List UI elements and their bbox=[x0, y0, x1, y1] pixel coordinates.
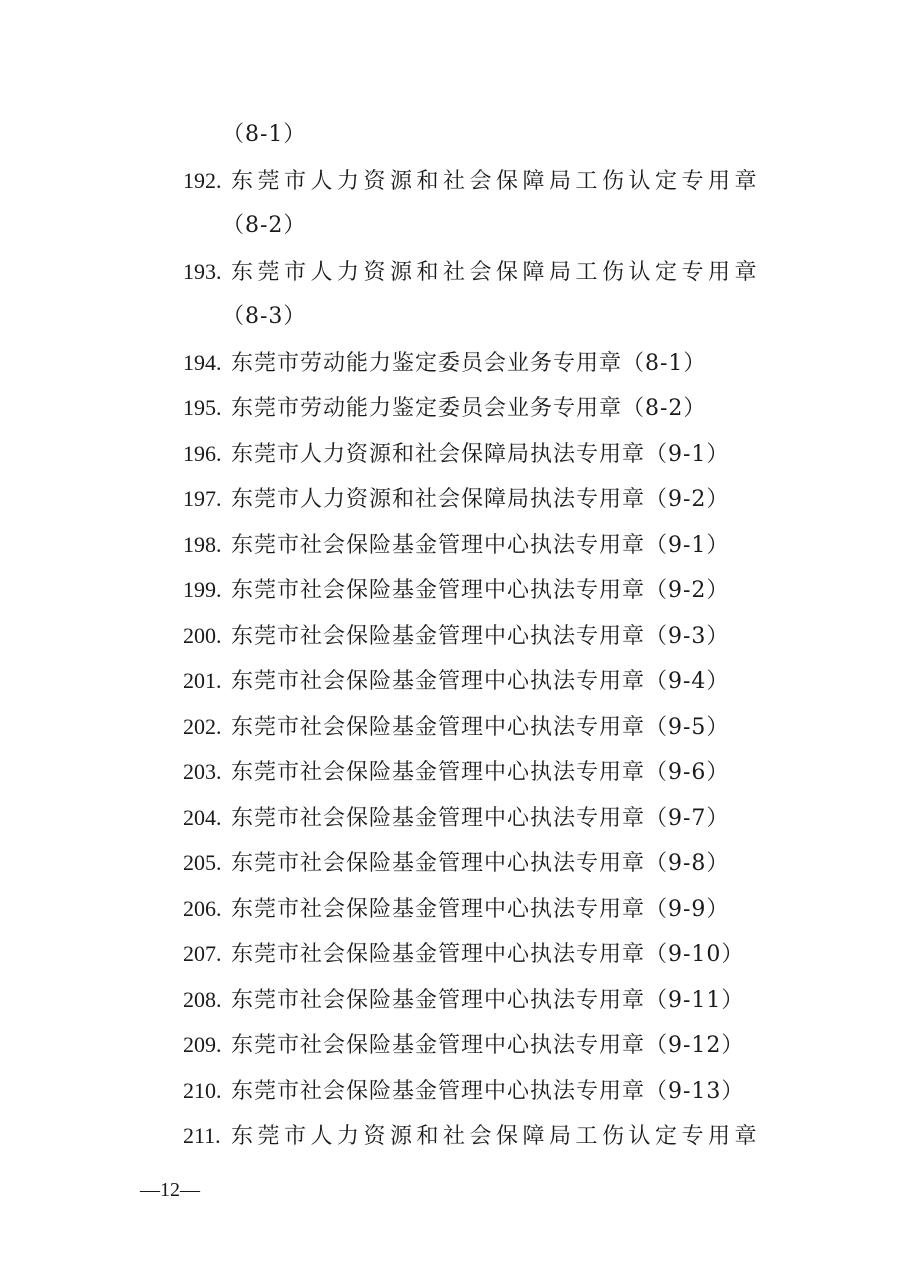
list-item-text: 东莞市社会保险基金管理中心执法专用章（9-13） bbox=[231, 1078, 745, 1104]
list-item bbox=[183, 1068, 744, 1113]
list-item-number: 194. bbox=[183, 349, 222, 375]
list-item-text: 东莞市劳动能力鉴定委员会业务专用章（8-1） bbox=[231, 350, 707, 376]
list-item-number: 204. bbox=[183, 804, 222, 830]
list-item-text: 东莞市社会保险基金管理中心执法专用章（9-12） bbox=[231, 1033, 745, 1058]
list-item-text: 东莞市人力资源和社会保障局工伤认定专用章 bbox=[231, 168, 762, 194]
list-item-text: 东莞市社会保险基金管理中心执法专用章（9-8） bbox=[231, 851, 730, 876]
list-item-text: 东莞市社会保险基金管理中心执法专用章（9-5） bbox=[231, 714, 730, 740]
list-item-number: 200. bbox=[183, 622, 222, 648]
list-item-text: 东莞市人力资源和社会保障局工伤认定专用章 bbox=[231, 1124, 762, 1149]
list-item-text: 东莞市人力资源和社会保障局执法专用章（9-1） bbox=[231, 441, 730, 467]
list-item-text: （8-1） bbox=[222, 122, 307, 147]
list-item bbox=[183, 613, 729, 658]
list-item bbox=[183, 795, 729, 840]
list-item-number: 193. bbox=[183, 258, 222, 284]
list-item bbox=[183, 476, 729, 521]
list-item-number: 206. bbox=[183, 895, 222, 921]
list-item bbox=[183, 522, 729, 567]
list-item bbox=[183, 704, 729, 749]
list-item-continuation bbox=[222, 294, 306, 339]
list-item bbox=[183, 977, 744, 1022]
list-item-number: 205. bbox=[183, 850, 222, 875]
list-item-text: 东莞市社会保险基金管理中心执法专用章（9-6） bbox=[231, 760, 730, 785]
list-item bbox=[183, 840, 729, 885]
list-item-continuation bbox=[222, 112, 306, 157]
list-item-number: 199. bbox=[183, 577, 222, 602]
list-item-number: 196. bbox=[183, 440, 222, 466]
page-number: —12— bbox=[140, 1179, 200, 1201]
list-item-text: 东莞市社会保险基金管理中心执法专用章（9-7） bbox=[231, 805, 730, 831]
list-item bbox=[183, 158, 761, 203]
list-item bbox=[183, 340, 706, 385]
list-item-text: 东莞市社会保险基金管理中心执法专用章（9-11） bbox=[231, 987, 745, 1013]
list-item-number: 198. bbox=[183, 531, 222, 557]
list-item-continuation bbox=[222, 203, 306, 248]
list-item-text: 东莞市劳动能力鉴定委员会业务专用章（8-2） bbox=[231, 396, 707, 421]
list-item-number: 201. bbox=[183, 668, 222, 693]
list-item-number: 195. bbox=[183, 395, 222, 420]
list-item bbox=[183, 249, 761, 294]
list-item-text: （8-2） bbox=[222, 213, 307, 238]
list-item bbox=[183, 385, 706, 430]
list-item-text: 东莞市人力资源和社会保障局工伤认定专用章 bbox=[231, 259, 762, 285]
list-item-text: 东莞市社会保险基金管理中心执法专用章（9-4） bbox=[231, 669, 730, 694]
list-item-text: 东莞市社会保险基金管理中心执法专用章（9-10） bbox=[231, 942, 745, 967]
list-item bbox=[183, 886, 729, 931]
list-item-text: 东莞市社会保险基金管理中心执法专用章（9-2） bbox=[231, 578, 730, 603]
list-item-number: 211. bbox=[183, 1123, 221, 1148]
list-item-number: 192. bbox=[183, 167, 222, 193]
list-item-text: 东莞市社会保险基金管理中心执法专用章（9-1） bbox=[231, 532, 730, 558]
list-item-number: 208. bbox=[183, 986, 222, 1012]
list-item-text: 东莞市社会保险基金管理中心执法专用章（9-3） bbox=[231, 623, 730, 649]
list-item bbox=[183, 749, 729, 794]
list-item-number: 202. bbox=[183, 713, 222, 739]
list-item bbox=[183, 658, 729, 703]
list-item bbox=[183, 567, 729, 612]
list-item bbox=[183, 1113, 761, 1158]
list-item bbox=[183, 431, 729, 476]
list-item-number: 207. bbox=[183, 941, 222, 966]
list-item-text: 东莞市人力资源和社会保障局执法专用章（9-2） bbox=[231, 487, 730, 512]
list-item-number: 210. bbox=[183, 1077, 222, 1103]
list-item-number: 197. bbox=[183, 486, 222, 511]
list-item-number: 203. bbox=[183, 759, 222, 784]
list-item-text: 东莞市社会保险基金管理中心执法专用章（9-9） bbox=[231, 896, 730, 922]
list-item bbox=[183, 1022, 744, 1067]
list-item-number: 209. bbox=[183, 1032, 222, 1057]
list-item-text: （8-3） bbox=[222, 304, 307, 329]
list-item bbox=[183, 931, 744, 976]
